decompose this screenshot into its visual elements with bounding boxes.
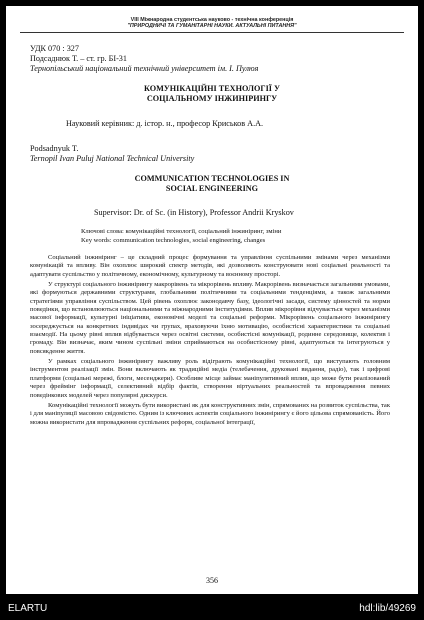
affiliation-uk: Тернопільський національний технічний університет ім. І. Пулюя <box>30 64 259 73</box>
affiliation-en: Ternopil Ivan Puluj National Technical University <box>30 154 195 163</box>
udk-code: УДК 070 : 327 <box>30 44 79 53</box>
conference-line-2: "ПРИРОДНИЧІ ТА ГУМАНІТАРНІ НАУКИ. АКТУАЛЬНІ ПИТАННЯ" <box>127 23 297 30</box>
keywords-uk: Ключові слова: комунікаційні технології, соціальний інжиніринг, зміни <box>81 228 282 235</box>
keywords-en: Key words: communication technologies, social engineering, changes <box>81 237 266 244</box>
title-en-line-2: SOCIAL ENGINEERING <box>165 184 259 193</box>
page-number: 356 <box>206 576 218 585</box>
document-page <box>6 6 418 594</box>
article-body <box>30 254 390 429</box>
supervisor-uk: Науковий керівник: д. істор. н., професор Криськов А.А. <box>66 119 264 128</box>
header-rule <box>20 32 404 33</box>
conference-header <box>6 17 418 30</box>
conference-line-1: VIII Міжнародна студентська науково - технічна конференція <box>130 17 294 23</box>
supervisor-en: Supervisor: Dr. of Sc. (in History), Professor Andrii Kryskov <box>94 208 294 217</box>
author-uk: Подсаднюк Т. – ст. гр. БІ-31 <box>30 54 127 63</box>
paragraph-2: У структурі соціального інжинірингу макрорівень та мікрорівень впливу. Макрорівень визначається загальними умовами, які формуються державними структурами, глобальними політичними та соціальними тенденціями, а також загальними стратегіями управління суспільством. Цей рівень охоплює законодавчу базу, ідеологічні засади, систему цінностей та норми поведінки, що встановлюються національними та міжнародними інституціями. Вплив мікрорівня відчувається через механізми масової інформації, культурні ініціативи, економічні моделі та соціальні реформи. Мікрорівень соціального інжинірингу зосереджується на конкретних індивідах чи групах, враховуючи їхню мотивацію, особистісні характеристики та соціальні взаємодії. На цьому рівні вплив відбувається через освітні системи, особистісні комунікації, родинне середовище, колектив і громаду. Він визначає, яким чином суспільні зміни сприймаються на особистісному рівні, адаптуються та інтегруються у повсякденне життя. <box>30 281 390 355</box>
title-uk-line-2: СОЦІАЛЬНОМУ ІНЖИНІРИНГУ <box>146 94 278 103</box>
paragraph-3: У рамках соціального інжинірингу важливу роль відіграють комунікаційні технології, що виступають головним інструментом реалізації змін. Вони включають як традиційні медіа (телебачення, друковані видання, радіо), так і цифрові платформи (соціальні мережі, блоги, месенджери). Особливе місце займає маніпулятивний вплив, що може бути реалізований через фреймінг інформації, селективний відбір фактів, створення віртуальних реальностей та впровадження певних поведінкових моделей через популярні дискурси. <box>30 358 390 399</box>
paragraph-4: Комунікаційні технології можуть бути використані як для конструктивних змін, спрямованих на розвиток суспільства, так і для маніпуляції масовою свідомістю. Одним із ключових аспектів соціального інжинірингу є його цільова спрямованість. Його можна використати для впровадження суспільних реформ, соціальної інтеграції, <box>30 401 390 426</box>
repository-label: ELARTU <box>8 603 48 614</box>
title-en-line-1: COMMUNICATION TECHNOLOGIES IN <box>134 174 290 183</box>
handle-label: hdl:lib/49269 <box>359 603 416 614</box>
paragraph-1: Соціальний інжиніринг – це складний процес формування та управління суспільними змінами через механізми комунікацій та впливу. Він охоплює широкий спектр методів, які дозволяють конструювати нові соціальні реальності та адаптувати суспільство у політичному, економічному, культурному та воєнному просторі. <box>30 254 390 278</box>
author-en: Podsadnyuk T. <box>30 144 79 153</box>
title-uk-line-1: КОМУНІКАЦІЙНІ ТЕХНОЛОГІЇ У <box>143 84 281 93</box>
